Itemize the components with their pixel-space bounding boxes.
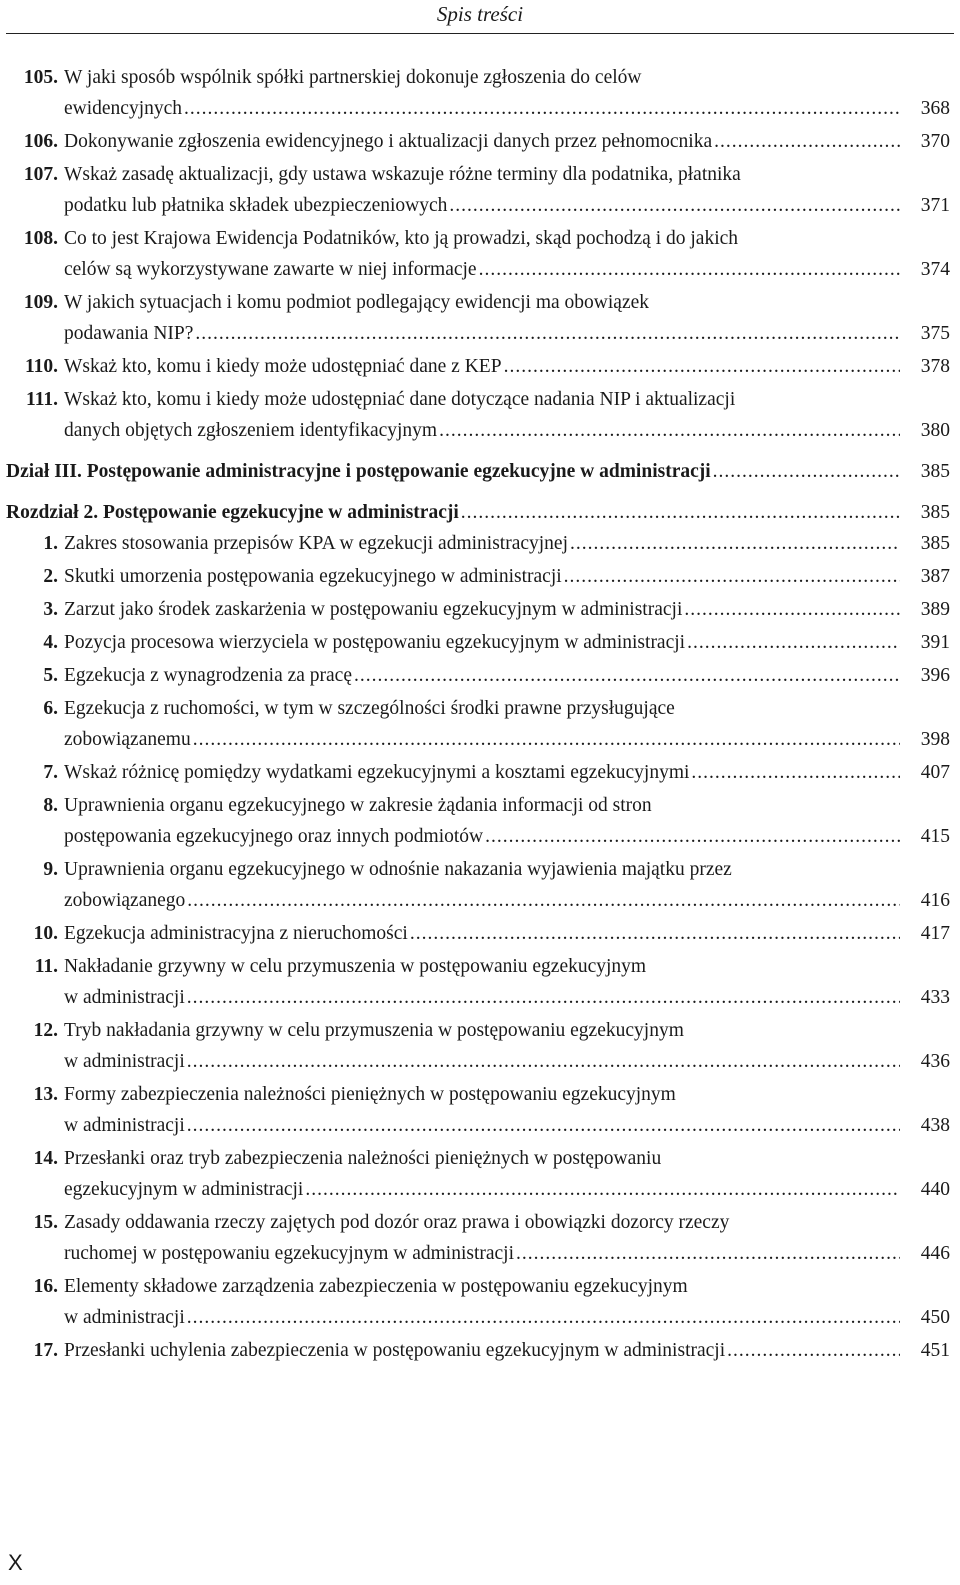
entry-title: Przesłanki oraz tryb zabezpieczenia należności pieniężnych w postępowaniu (64, 1148, 662, 1169)
section-heading-body (6, 497, 950, 528)
entry-title: Elementy składowe zarządzenia zabezpieczenia w postępowaniu egzekucyjnym (64, 1276, 688, 1297)
entry-title: Formy zabezpieczenia należności pieniężnych w postępowaniu egzekucyjnym (64, 1084, 676, 1105)
entry-title: Zakres stosowania przepisów KPA w egzekucji administracyjnej (64, 533, 568, 554)
entry-line (64, 951, 950, 982)
page-number: 391 (920, 632, 950, 653)
entry-line (64, 1079, 950, 1110)
dot-leader (570, 528, 900, 559)
table-of-contents (0, 62, 960, 1368)
entry-number: 4. (43, 632, 58, 653)
entry-title: Przesłanki uchylenia zabezpieczenia w postępowaniu egzekucyjnym w administracji (64, 1340, 726, 1361)
page-number: 375 (920, 323, 950, 344)
entry-number: 7. (43, 762, 58, 783)
entry-title: podawania NIP? (64, 323, 194, 344)
entry-line (64, 561, 950, 592)
page-number: 438 (920, 1115, 950, 1136)
entries-group-b (0, 528, 960, 1366)
page-number: 389 (920, 599, 950, 620)
entry-title: w administracji (64, 1051, 185, 1072)
toc-entry[interactable] (0, 351, 960, 382)
entry-title: Zarzut jako środek zaskarżenia w postępowaniu egzekucyjnym w administracji (64, 599, 683, 620)
toc-entry[interactable] (0, 528, 960, 559)
dot-leader (691, 757, 900, 788)
dot-leader (713, 456, 900, 487)
entry-line (64, 1238, 950, 1269)
entry-line (64, 1143, 950, 1174)
page-number: 380 (920, 420, 950, 441)
page-header (0, 0, 960, 34)
entry-number: 2. (43, 566, 58, 587)
entry-title: Wskaż kto, komu i kiedy może udostępniać dane dotyczące nadania NIP i aktualizacji (64, 389, 736, 410)
entry-line (64, 1302, 950, 1333)
entry-number: 106. (23, 131, 58, 152)
page-number: 433 (920, 987, 950, 1008)
toc-entry[interactable] (0, 561, 960, 592)
entry-body (64, 223, 950, 285)
entry-title: w administracji (64, 1307, 185, 1328)
entry-number: 109. (23, 292, 58, 313)
entry-body (64, 1207, 950, 1269)
dot-leader (516, 1238, 900, 1269)
toc-entry[interactable] (0, 126, 960, 157)
dot-leader (504, 351, 900, 382)
entry-line (64, 1207, 950, 1238)
dot-leader (305, 1174, 900, 1205)
entry-body (64, 62, 950, 124)
entry-title: Co to jest Krajowa Ewidencja Podatników, kto ją prowadzi, skąd pochodzą i do jakich (64, 228, 739, 249)
entry-body (64, 918, 950, 949)
dot-leader (714, 126, 900, 157)
page-number: 370 (920, 131, 950, 152)
entry-line (6, 456, 950, 487)
entry-title: Wskaż różnicę pomiędzy wydatkami egzekucyjnymi a kosztami egzekucyjnymi (64, 762, 690, 783)
entry-title: Zasady oddawania rzeczy zajętych pod dozór oraz prawa i obowiązki dozorcy rzeczy (64, 1212, 730, 1233)
toc-entry[interactable] (0, 951, 960, 1013)
entry-body (64, 594, 950, 625)
entry-line (64, 982, 950, 1013)
entry-title: danych objętych zgłoszeniem identyfikacyjnym (64, 420, 438, 441)
entry-line (64, 821, 950, 852)
entry-body (64, 384, 950, 446)
section-heading-rozdzial[interactable] (0, 497, 960, 528)
entry-line (64, 415, 950, 446)
page-number: 387 (920, 566, 950, 587)
entry-line (64, 126, 950, 157)
dot-leader (187, 982, 900, 1013)
entry-number: 8. (43, 795, 58, 816)
entry-line (64, 1174, 950, 1205)
page-number: 385 (920, 461, 950, 482)
dot-leader (564, 561, 900, 592)
entry-title: Egzekucja z ruchomości, w tym w szczególności środki prawne przysługujące (64, 698, 675, 719)
entry-body (64, 757, 950, 788)
entry-line (64, 384, 950, 415)
dot-leader (410, 918, 900, 949)
entry-body (64, 159, 950, 221)
toc-entry[interactable] (0, 1207, 960, 1269)
entries-group-a (0, 62, 960, 446)
entry-body (64, 528, 950, 559)
entry-body (64, 126, 950, 157)
entry-title: Wskaż zasadę aktualizacji, gdy ustawa wskazuje różne terminy dla podatnika, płatnika (64, 164, 741, 185)
entry-line (64, 627, 950, 658)
section-heading-text: Rozdział 2. Postępowanie egzekucyjne w administracji (6, 502, 459, 523)
entry-line (64, 318, 950, 349)
page-number: 451 (920, 1340, 950, 1361)
running-head-title: Spis treści (436, 2, 524, 26)
dot-leader (687, 627, 900, 658)
page-number: 396 (920, 665, 950, 686)
entry-number: 6. (43, 698, 58, 719)
entry-body (64, 1079, 950, 1141)
page-number: 398 (920, 729, 950, 750)
entry-number: 5. (43, 665, 58, 686)
entry-body (64, 951, 950, 1013)
dot-leader (187, 885, 900, 916)
toc-entry[interactable] (0, 384, 960, 446)
entry-title: egzekucyjnym w administracji (64, 1179, 304, 1200)
entry-title: Tryb nakładania grzywny w celu przymuszenia w postępowaniu egzekucyjnym (64, 1020, 684, 1041)
entry-number: 3. (43, 599, 58, 620)
dot-leader (727, 1335, 900, 1366)
toc-entry[interactable] (0, 159, 960, 221)
page-number: 374 (920, 259, 950, 280)
toc-entry[interactable] (0, 757, 960, 788)
entry-number: 1. (43, 533, 58, 554)
entry-title: zobowiązanemu (64, 729, 191, 750)
entry-number: 16. (33, 1276, 58, 1297)
entry-number: 111. (26, 389, 58, 410)
entry-title: w administracji (64, 987, 185, 1008)
entry-body (64, 1143, 950, 1205)
page-number: 450 (920, 1307, 950, 1328)
entry-number: 14. (33, 1148, 58, 1169)
entry-title: ewidencyjnych (64, 98, 183, 119)
entry-title: Nakładanie grzywny w celu przymuszenia w postępowaniu egzekucyjnym (64, 956, 647, 977)
entry-line (64, 1271, 950, 1302)
entry-body (64, 561, 950, 592)
entry-line (64, 223, 950, 254)
entry-line (64, 287, 950, 318)
toc-entry[interactable] (0, 1335, 960, 1366)
entry-line (64, 1110, 950, 1141)
entry-title: postępowania egzekucyjnego oraz innych podmiotów (64, 826, 484, 847)
entry-title: podatku lub płatnika składek ubezpieczeniowych (64, 195, 448, 216)
toc-entry[interactable] (0, 660, 960, 691)
entry-title: Egzekucja z wynagrodzenia za pracę (64, 665, 352, 686)
entry-body (64, 693, 950, 755)
entry-line (6, 497, 950, 528)
entry-line (64, 62, 950, 93)
entry-line (64, 1015, 950, 1046)
dot-leader (187, 1046, 900, 1077)
header-rule (6, 33, 954, 34)
toc-entry[interactable] (0, 287, 960, 349)
entry-body (64, 351, 950, 382)
entry-body (64, 1271, 950, 1333)
entry-number: 12. (33, 1020, 58, 1041)
entry-title: celów są wykorzystywane zawarte w niej informacje (64, 259, 477, 280)
entry-number: 110. (24, 356, 58, 377)
dot-leader (461, 497, 900, 528)
toc-entry[interactable] (0, 627, 960, 658)
entry-number: 15. (33, 1212, 58, 1233)
entry-line (64, 254, 950, 285)
entry-title: zobowiązanego (64, 890, 186, 911)
toc-entry[interactable] (0, 62, 960, 124)
entry-number: 9. (43, 859, 58, 880)
entry-line (64, 159, 950, 190)
entry-number: 13. (33, 1084, 58, 1105)
page-folio: X (8, 1550, 23, 1575)
section-heading-dzial[interactable] (0, 456, 960, 487)
page-number: 368 (920, 98, 950, 119)
dot-leader (195, 318, 900, 349)
entry-number: 108. (23, 228, 58, 249)
toc-entry[interactable] (0, 223, 960, 285)
entry-title: Uprawnienia organu egzekucyjnego w odnośnie nakazania wyjawienia majątku przez (64, 859, 732, 880)
toc-entry[interactable] (0, 790, 960, 852)
entry-line (64, 790, 950, 821)
entry-line (64, 693, 950, 724)
page-number: 446 (920, 1243, 950, 1264)
entry-title: W jakich sytuacjach i komu podmiot podlegający ewidencji ma obowiązek (64, 292, 649, 313)
entry-line (64, 885, 950, 916)
entry-number: 11. (34, 956, 58, 977)
entry-line (64, 190, 950, 221)
entry-body (64, 627, 950, 658)
entry-line (64, 1335, 950, 1366)
entry-title: Dokonywanie zgłoszenia ewidencyjnego i aktualizacji danych przez pełnomocnika (64, 131, 713, 152)
entry-title: Uprawnienia organu egzekucyjnego w zakresie żądania informacji od stron (64, 795, 652, 816)
toc-entry[interactable] (0, 1271, 960, 1333)
entry-line (64, 93, 950, 124)
toc-entry[interactable] (0, 1079, 960, 1141)
entry-title: W jaki sposób wspólnik spółki partnerskiej dokonuje zgłoszenia do celów (64, 67, 642, 88)
page-number: 416 (920, 890, 950, 911)
entry-title: Skutki umorzenia postępowania egzekucyjnego w administracji (64, 566, 562, 587)
entry-body (64, 1015, 950, 1077)
entry-line (64, 854, 950, 885)
entry-body (64, 287, 950, 349)
entry-line (64, 918, 950, 949)
entry-number: 17. (33, 1340, 58, 1361)
dot-leader (354, 660, 900, 691)
toc-entry[interactable] (0, 854, 960, 916)
dot-leader (485, 821, 900, 852)
page-number: 417 (920, 923, 950, 944)
entry-number: 107. (23, 164, 58, 185)
entry-title: Pozycja procesowa wierzyciela w postępowaniu egzekucyjnym w administracji (64, 632, 686, 653)
dot-leader (187, 1302, 900, 1333)
entry-title: ruchomej w postępowaniu egzekucyjnym w administracji (64, 1243, 515, 1264)
entry-body (64, 854, 950, 916)
entry-title: Egzekucja administracyjna z nieruchomości (64, 923, 408, 944)
entry-body (64, 790, 950, 852)
entry-body (64, 660, 950, 691)
toc-entry[interactable] (0, 1143, 960, 1205)
entry-line (64, 594, 950, 625)
entry-line (64, 1046, 950, 1077)
entry-line (64, 660, 950, 691)
entry-line (64, 757, 950, 788)
entry-line (64, 724, 950, 755)
dot-leader (449, 190, 900, 221)
page-number: 436 (920, 1051, 950, 1072)
page-number: 407 (920, 762, 950, 783)
entry-number: 10. (33, 923, 58, 944)
dot-leader (684, 594, 900, 625)
entry-line (64, 351, 950, 382)
section-heading-body (6, 456, 950, 487)
page-number: 385 (920, 502, 950, 523)
section-heading-text: Dział III. Postępowanie administracyjne i postępowanie egzekucyjne w administracji (6, 461, 711, 482)
dot-leader (479, 254, 900, 285)
entry-body (64, 1335, 950, 1366)
entry-title: w administracji (64, 1115, 185, 1136)
dot-leader (439, 415, 900, 446)
toc-entry[interactable] (0, 1015, 960, 1077)
toc-entry[interactable] (0, 918, 960, 949)
page-number: 415 (920, 826, 950, 847)
dot-leader (193, 724, 900, 755)
page-number: 385 (920, 533, 950, 554)
page-number: 440 (920, 1179, 950, 1200)
page-number: 378 (920, 356, 950, 377)
dot-leader (187, 1110, 900, 1141)
toc-entry[interactable] (0, 594, 960, 625)
entry-title: Wskaż kto, komu i kiedy może udostępniać dane z KEP (64, 356, 502, 377)
entry-number: 105. (23, 67, 58, 88)
page-number: 371 (920, 195, 950, 216)
entry-line (64, 528, 950, 559)
toc-entry[interactable] (0, 693, 960, 755)
dot-leader (184, 93, 900, 124)
